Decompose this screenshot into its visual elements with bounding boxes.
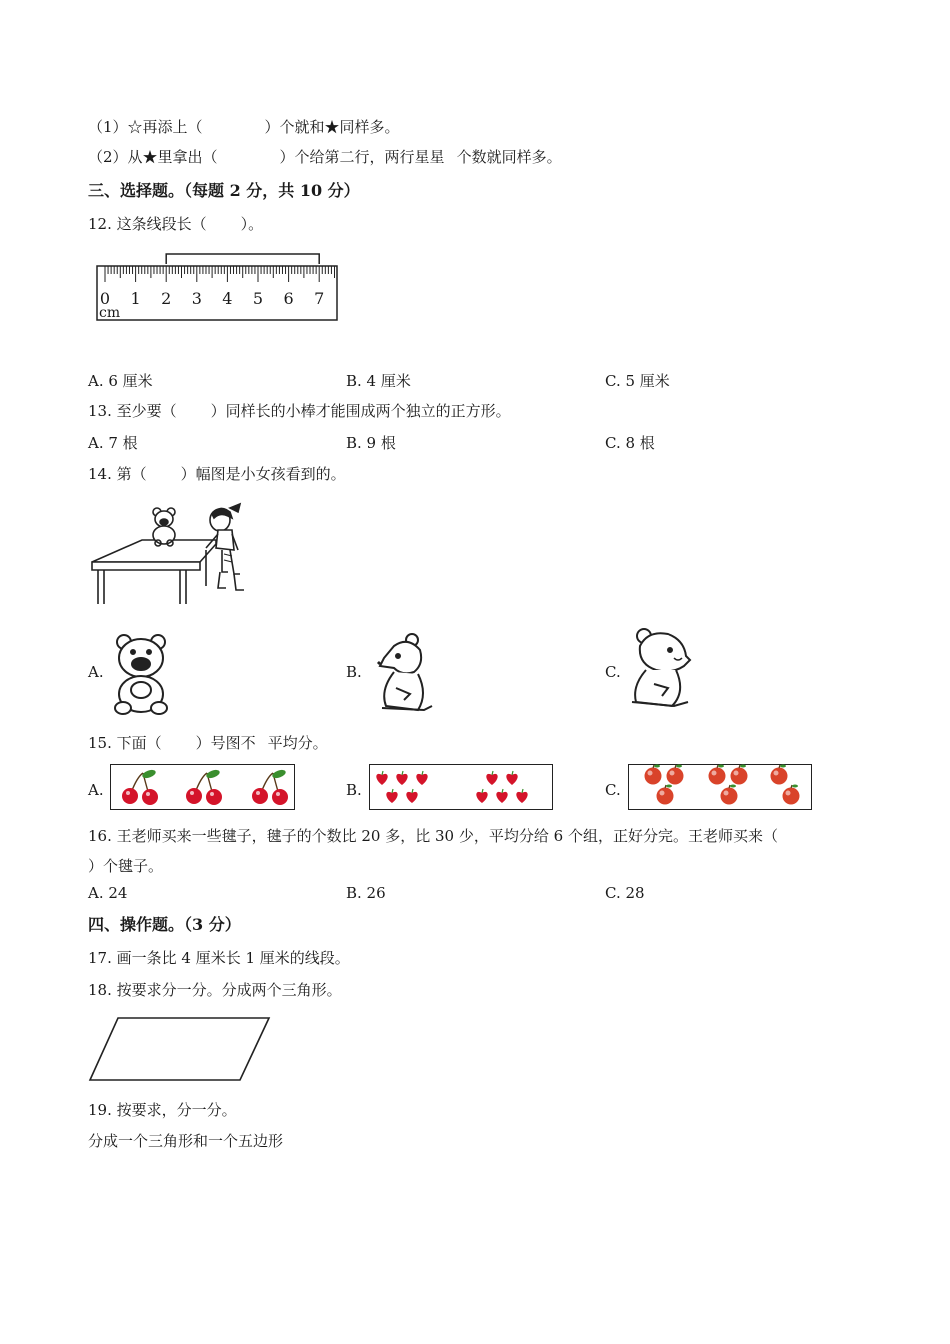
ruler-number: 2 [161,289,172,308]
q14-option-c-label[interactable]: C. [605,663,621,681]
heart-icon [376,771,387,785]
q15-stem [88,733,328,753]
apple-icon [645,765,662,785]
q13-stem-b: ）同样长的小棒才能围成两个独立的正方形。 [210,402,511,420]
cherry-pair-icon [186,768,222,805]
section-4-heading: 四、操作题。（3 分） [88,915,241,934]
q14-stem-a: 14. 第（ [88,465,147,483]
apple-icon [731,765,748,785]
q15-option-a-label[interactable]: A. [88,781,104,799]
ruler-number: 3 [191,289,202,308]
ruler-number: 7 [314,289,325,308]
q2-text-a: （2）从★里拿出（ [88,148,218,166]
ruler-number: 6 [283,289,294,308]
hearts-group [370,765,552,809]
fill-in-q2 [88,147,562,167]
apple-icon [657,785,674,805]
q13-option-c[interactable]: C. 8 根 [605,434,655,452]
option-a-bear-front-icon[interactable] [110,632,172,718]
q1-text-b: ）个就和★同样多。 [264,118,400,136]
q12-stem-a: 12. 这条线段长（ [88,215,207,233]
q15-option-c-box[interactable] [628,764,812,810]
cherry-pair-icon [252,768,288,805]
q15-option-c-label[interactable]: C. [605,781,621,799]
q17-stem: 17. 画一条比 4 厘米长 1 厘米的线段。 [88,949,350,967]
q16-option-b[interactable]: B. 26 [346,884,386,902]
q15-stem-c: 平均分。 [267,734,328,752]
q15-stem-a: 15. 下面（ [88,734,162,752]
q1-text-a: （1）☆再添上（ [88,118,203,136]
heart-icon [406,789,417,803]
heart-icon [476,789,487,803]
q18-stem: 18. 按要求分一分。分成两个三角形。 [88,981,342,999]
q13-stem-a: 13. 至少要（ [88,402,177,420]
q14-option-a-label[interactable]: A. [88,663,104,681]
heart-icon [486,771,497,785]
q2-text-b: ）个给第二行，两行星星 [279,148,445,166]
measured-segment [166,254,319,264]
q15-option-b-label[interactable]: B. [346,781,362,799]
q15-stem-b: ）号图不 [195,734,256,752]
ruler-number: 0 [99,289,111,308]
ruler-figure [96,252,346,322]
q16-option-c[interactable]: C. 28 [605,884,645,902]
q15-option-a-box[interactable] [110,764,295,810]
heart-icon [496,789,507,803]
cherry-pair-icon [122,768,158,805]
q14-option-b-label[interactable]: B. [346,663,362,681]
section-3-heading: 三、选择题。（每题 2 分，共 10 分） [88,181,360,200]
apple-icon [721,785,738,805]
bear-toy-on-table [153,508,175,546]
q13-stem [88,401,511,421]
option-c-bear-side-right-icon[interactable] [628,626,694,712]
apple-icon [709,765,726,785]
q14-stem [88,464,346,484]
ruler-number: 5 [252,289,264,308]
q12-option-a[interactable]: A. 6 厘米 [88,372,153,390]
q15-option-b-box[interactable] [369,764,553,810]
q12-option-b[interactable]: B. 4 厘米 [346,372,411,390]
q12-stem-b: ）。 [240,215,264,233]
q13-option-a[interactable]: A. 7 根 [88,434,138,452]
apple-icon [667,765,684,785]
ruler-unit-label: cm [99,305,121,321]
cherries-group [111,765,294,809]
table-drawing [92,540,216,604]
q13-option-b[interactable]: B. 9 根 [346,434,396,452]
ruler-number: 4 [222,289,233,308]
heart-icon [506,771,517,785]
heart-icon [516,789,527,803]
heart-icon [396,771,407,785]
parallelogram-figure[interactable] [88,1016,272,1082]
apples-group [629,765,811,809]
q16-stem-line1: 16. 王老师买来一些毽子，毽子的个数比 20 多，比 30 少，平均分给 6 个组，正好分完。王老师买来（ [88,827,778,845]
q12-stem [88,214,263,234]
q19-instruction: 分成一个三角形和一个五边形 [88,1132,284,1150]
q19-stem: 19. 按要求，分一分。 [88,1101,237,1119]
apple-icon [783,785,800,805]
q2-text-c: 个数就同样多。 [456,148,562,166]
table-scene-illustration [88,500,263,610]
heart-icon [386,789,397,803]
q16-stem-line2: ）个毽子。 [88,857,164,875]
option-b-bear-side-left-icon[interactable] [374,632,434,716]
fill-in-q1 [88,117,400,137]
q16-option-a[interactable]: A. 24 [88,884,128,902]
apple-icon [771,765,788,785]
q14-stem-b: ）幅图是小女孩看到的。 [180,465,346,483]
heart-icon [416,771,427,785]
ruler-number: 1 [130,289,141,308]
q12-option-c[interactable]: C. 5 厘米 [605,372,670,390]
